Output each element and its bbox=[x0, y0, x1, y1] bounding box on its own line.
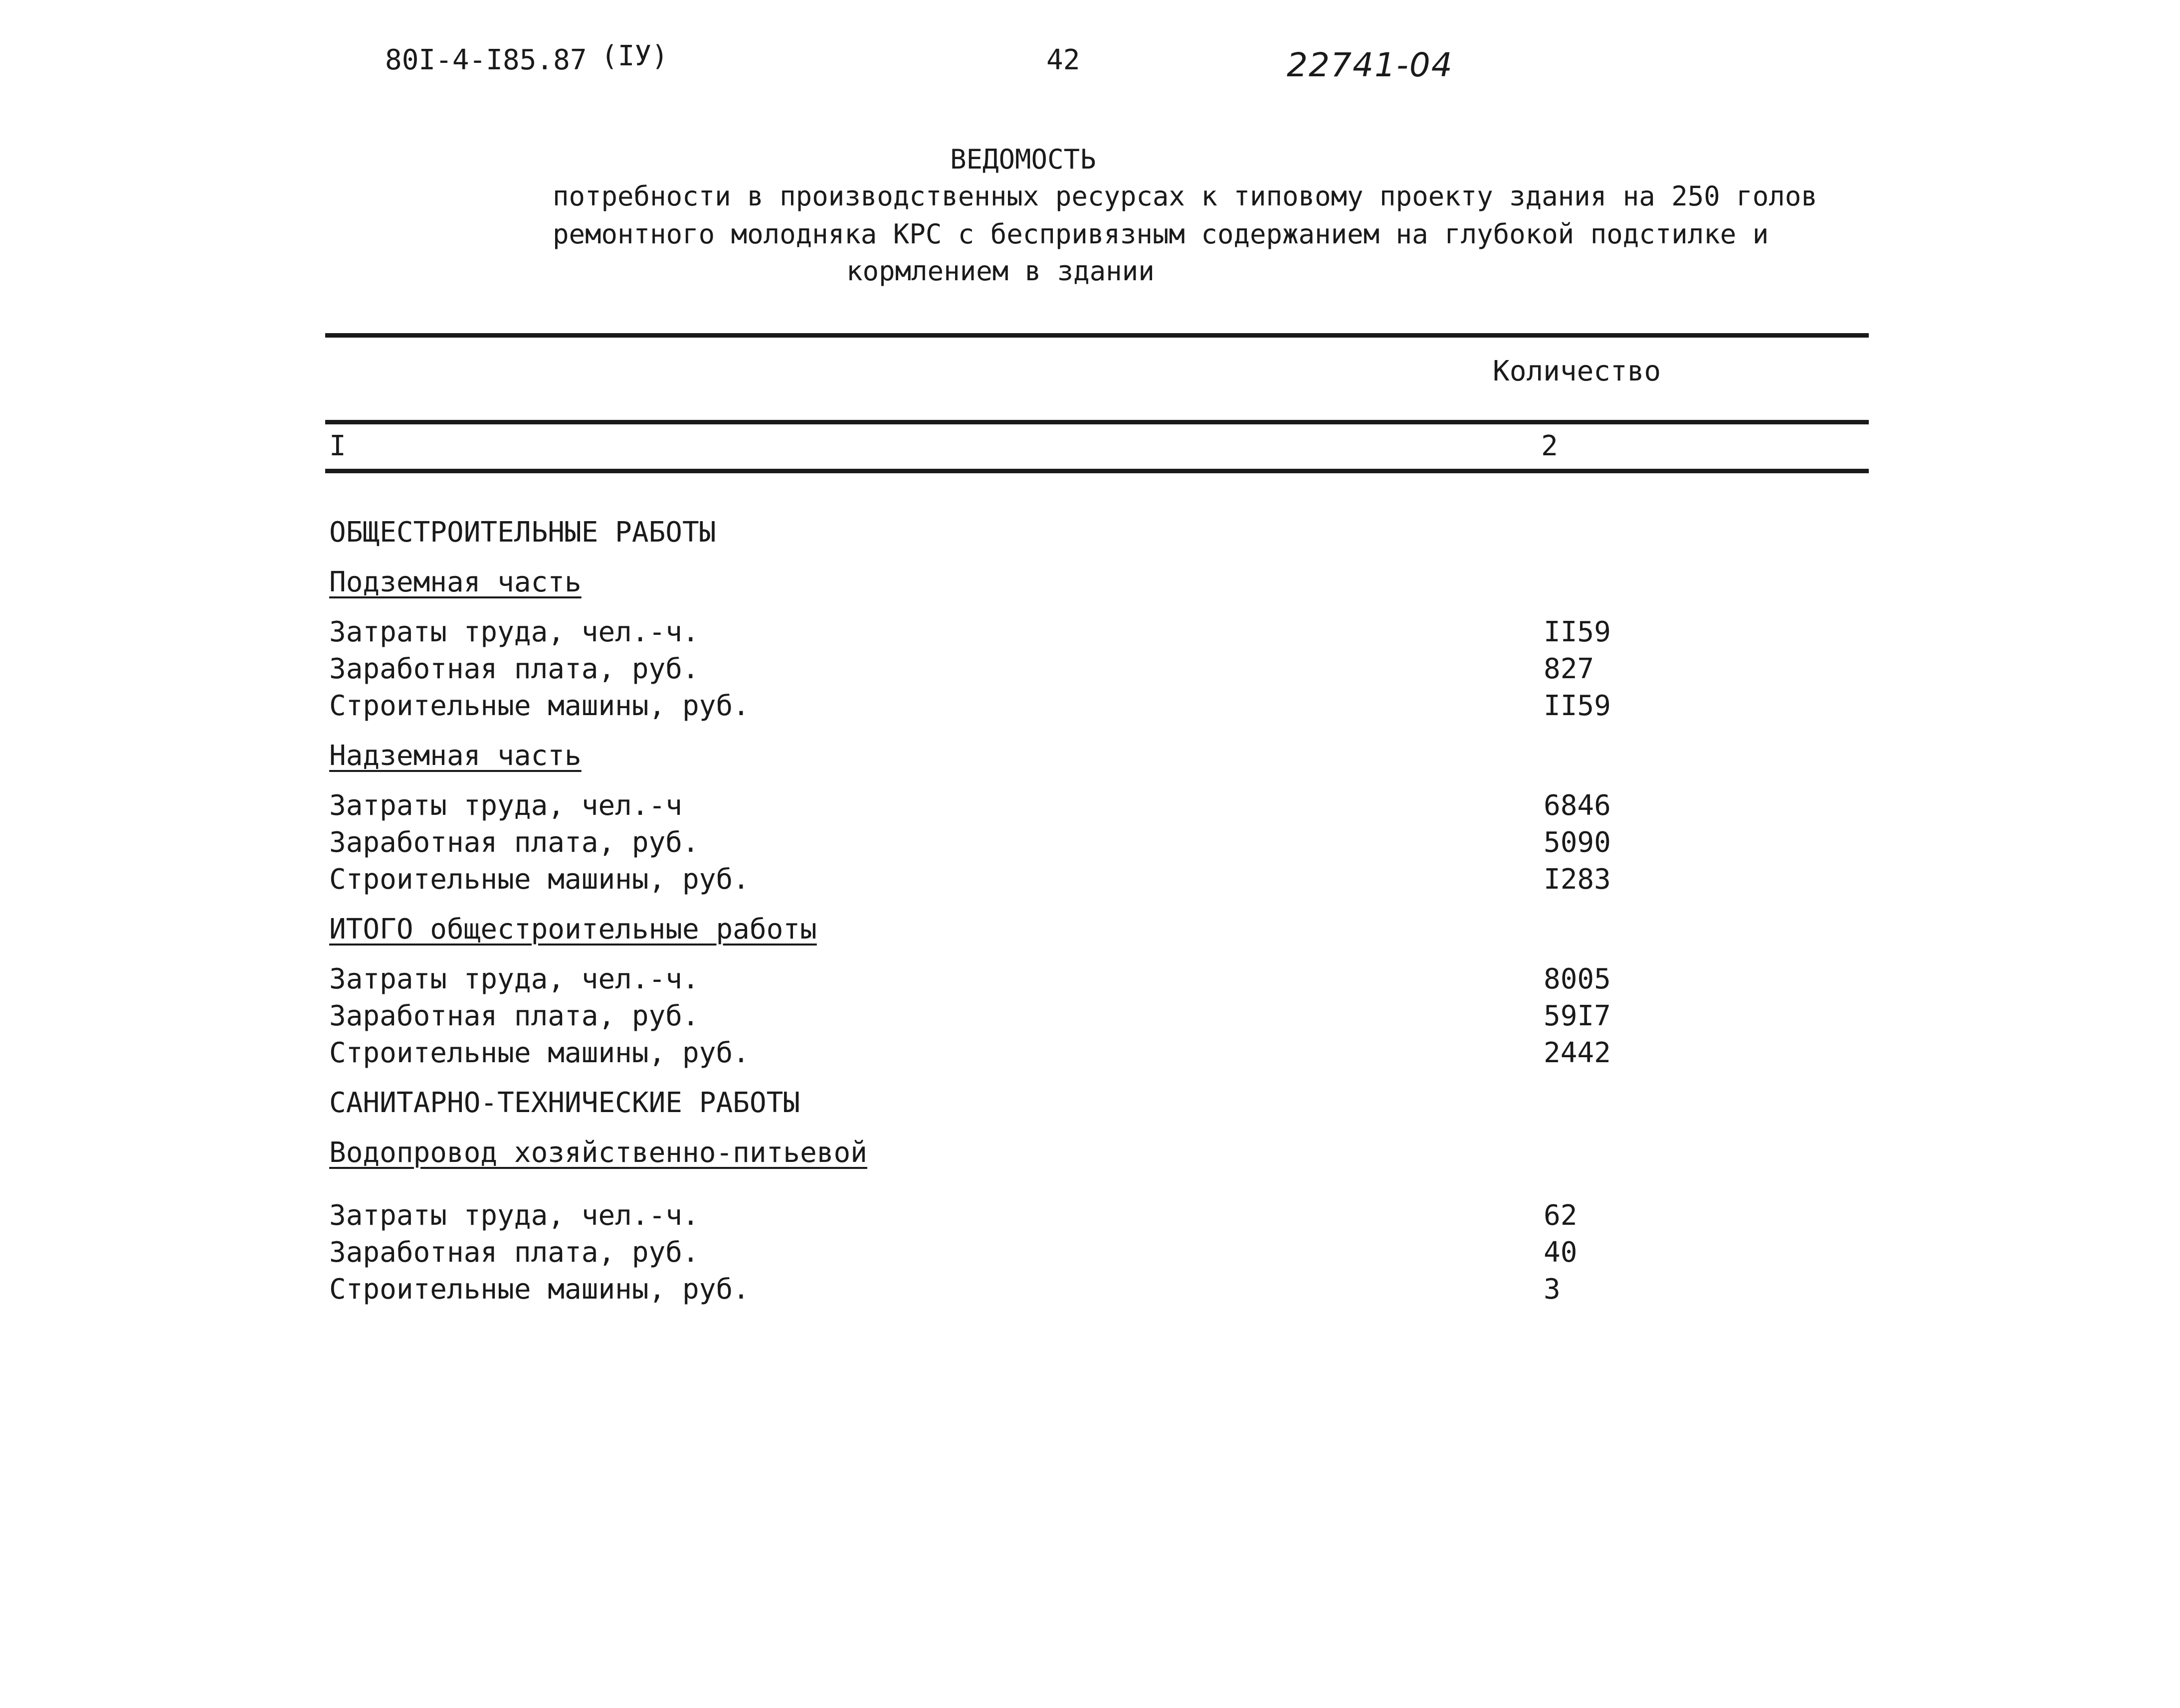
row-label: Заработная плата, руб. bbox=[329, 826, 699, 859]
document-code: 80I-4-I85.87 bbox=[385, 44, 587, 76]
table-top-rule bbox=[325, 333, 1869, 338]
column-header-quantity: Количество bbox=[1493, 355, 1661, 387]
subsection-total: ИТОГО общестроительные работы bbox=[329, 913, 817, 946]
row-value: 62 bbox=[1544, 1199, 1578, 1232]
row-value: 8005 bbox=[1544, 963, 1611, 995]
page-number: 42 bbox=[1046, 44, 1080, 76]
row-value: 40 bbox=[1544, 1236, 1578, 1269]
row-label: Строительные машины, руб. bbox=[329, 863, 750, 896]
row-value: 5090 bbox=[1544, 826, 1611, 859]
row-label: Строительные машины, руб. bbox=[329, 1037, 750, 1069]
album-number: (IУ) bbox=[601, 40, 668, 72]
row-value: 59I7 bbox=[1544, 1000, 1611, 1032]
document-heading: ВЕДОМОСТЬ bbox=[950, 144, 1096, 175]
subsection-underground: Подземная часть bbox=[329, 566, 582, 598]
column-number-1: I bbox=[329, 430, 346, 462]
table-header-rule bbox=[325, 420, 1869, 424]
row-label: Затраты труда, чел.-ч. bbox=[329, 616, 699, 648]
handwritten-inventory-number: 22741-04 bbox=[1287, 46, 1453, 84]
row-value: I283 bbox=[1544, 863, 1611, 896]
row-label: Затраты труда, чел.-ч. bbox=[329, 1199, 699, 1232]
row-value: II59 bbox=[1544, 616, 1611, 648]
row-label: Строительные машины, руб. bbox=[329, 1273, 750, 1306]
row-label: Затраты труда, чел.-ч bbox=[329, 789, 683, 822]
section-sanitary-works: САНИТАРНО-ТЕХНИЧЕСКИЕ РАБОТЫ bbox=[329, 1087, 800, 1119]
title-line-1: потребности в производственных ресурсах к типовому проекту здания на 250 голов bbox=[553, 181, 1817, 212]
title-line-2: ремонтного молодняка КРС с беспривязным содержанием на глубокой подстилке и bbox=[553, 218, 1769, 250]
row-value: 2442 bbox=[1544, 1037, 1611, 1069]
column-number-2: 2 bbox=[1541, 430, 1558, 462]
title-line-3: кормлением в здании bbox=[846, 255, 1155, 287]
row-value: 6846 bbox=[1544, 789, 1611, 822]
row-label: Заработная плата, руб. bbox=[329, 1236, 699, 1269]
table-numbering-rule bbox=[325, 469, 1869, 473]
section-general-works: ОБЩЕСТРОИТЕЛЬНЫЕ РАБОТЫ bbox=[329, 516, 716, 549]
row-label: Затраты труда, чел.-ч. bbox=[329, 963, 699, 995]
row-value: II59 bbox=[1544, 690, 1611, 722]
row-value: 3 bbox=[1544, 1273, 1561, 1306]
subsection-water-supply: Водопровод хозяйственно-питьевой bbox=[329, 1137, 867, 1169]
row-label: Заработная плата, руб. bbox=[329, 1000, 699, 1032]
row-value: 827 bbox=[1544, 653, 1594, 685]
subsection-aboveground: Надземная часть bbox=[329, 740, 582, 772]
row-label: Заработная плата, руб. bbox=[329, 653, 699, 685]
row-label: Строительные машины, руб. bbox=[329, 690, 750, 722]
